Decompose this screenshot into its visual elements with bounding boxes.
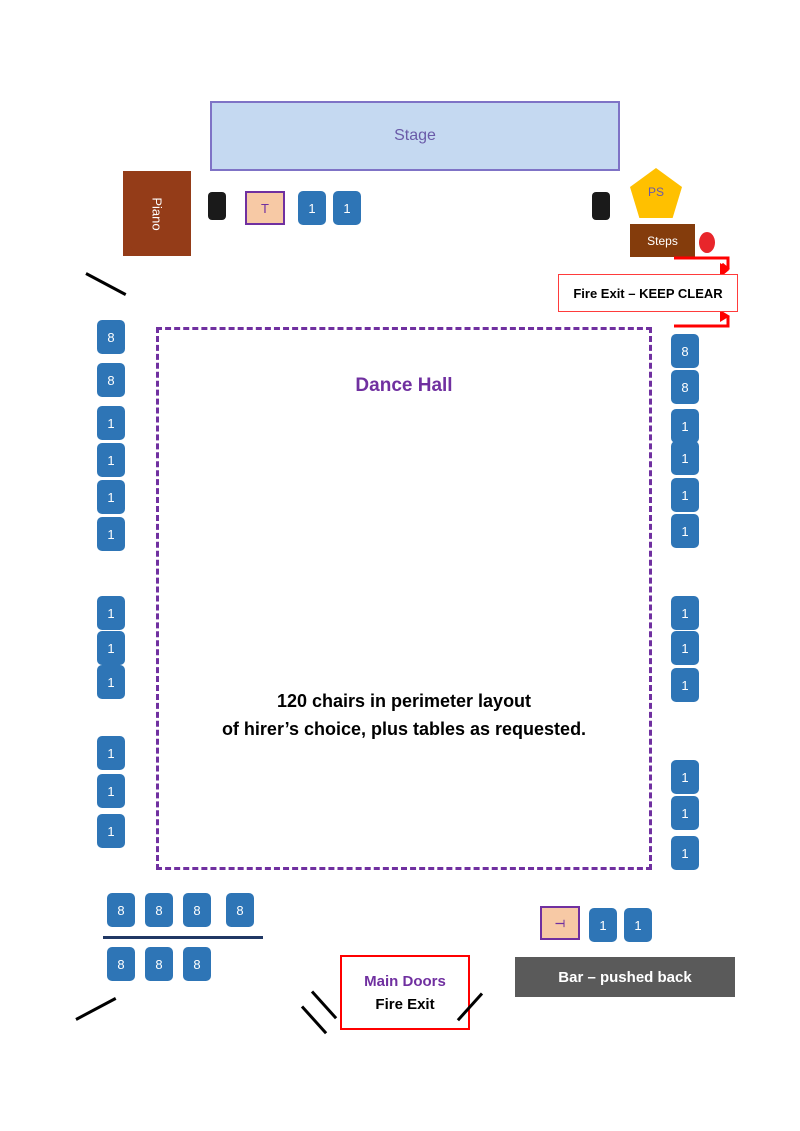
chair-stage-2: 1 (333, 191, 361, 225)
chair-left-6: 1 (97, 517, 125, 551)
chair-bottom-4: 8 (226, 893, 254, 927)
chair-right-2: 8 (671, 370, 699, 404)
ps-label: PS (647, 185, 664, 199)
door-swing-top-left (85, 272, 126, 296)
chair-right-8: 1 (671, 631, 699, 665)
chair-left-8: 1 (97, 631, 125, 665)
chair-stage-1: 1 (298, 191, 326, 225)
main-doors-label: Main Doors (364, 972, 446, 990)
piano-block (123, 171, 191, 256)
chair-right-4: 1 (671, 441, 699, 475)
chair-right-10: 1 (671, 760, 699, 794)
chair-right-9: 1 (671, 668, 699, 702)
hall-note (156, 688, 652, 744)
fire-exit-keep-clear-label: Fire Exit – KEEP CLEAR (573, 285, 723, 301)
chair-left-9: 1 (97, 665, 125, 699)
main-doors-fire-exit-label: Fire Exit (375, 995, 435, 1013)
chair-left-7: 1 (97, 596, 125, 630)
chair-left-4: 1 (97, 443, 125, 477)
chair-bottom-6: 8 (145, 947, 173, 981)
chair-bar-1: 1 (589, 908, 617, 942)
chair-bar-2: 1 (624, 908, 652, 942)
fire-exit-keep-clear-box (558, 274, 738, 312)
ps-marker (630, 168, 682, 218)
chair-right-1: 8 (671, 334, 699, 368)
door-swing-bottom-left (75, 997, 116, 1021)
stage-label: Stage (394, 127, 436, 144)
chair-right-11: 1 (671, 796, 699, 830)
chair-left-11: 1 (97, 774, 125, 808)
bar-table (540, 906, 580, 940)
chair-right-12: 1 (671, 836, 699, 870)
chair-bottom-3: 8 (183, 893, 211, 927)
stage-block (210, 101, 620, 171)
hall-note-line2: of hirer’s choice, plus tables as requested. (221, 718, 587, 739)
main-doors-box (340, 955, 470, 1030)
stage-table-label: T (261, 200, 269, 216)
door-swing-main-left (311, 990, 337, 1019)
chair-bottom-5: 8 (107, 947, 135, 981)
chair-bottom-7: 8 (183, 947, 211, 981)
steps-label: Steps (647, 233, 678, 248)
steps-block (630, 224, 695, 257)
dance-hall-title: Dance Hall (355, 375, 453, 396)
chair-left-10: 1 (97, 736, 125, 770)
chair-left-1: 8 (97, 320, 125, 354)
chair-left-2: 8 (97, 363, 125, 397)
chair-right-3: 1 (671, 409, 699, 443)
speaker-left-icon (208, 192, 226, 220)
red-dot-icon (699, 232, 715, 253)
chair-left-3: 1 (97, 406, 125, 440)
chair-left-12: 1 (97, 814, 125, 848)
chair-left-5: 1 (97, 480, 125, 514)
chair-right-5: 1 (671, 478, 699, 512)
door-swing-main-left-2 (301, 1005, 327, 1034)
chair-right-6: 1 (671, 514, 699, 548)
speaker-right-icon (592, 192, 610, 220)
stage-table (245, 191, 285, 225)
bar-block (515, 957, 735, 997)
hall-note-line1: 120 chairs in perimeter layout (276, 691, 532, 711)
fire-exit-arrow-lower-icon (672, 310, 740, 332)
wall-line-bottom-left (103, 936, 263, 939)
bar-label: Bar – pushed back (558, 968, 692, 986)
dance-hall-area (156, 327, 652, 870)
chair-right-7: 1 (671, 596, 699, 630)
chair-bottom-1: 8 (107, 893, 135, 927)
chair-bottom-2: 8 (145, 893, 173, 927)
piano-label: Piano (149, 196, 165, 231)
bar-table-label: T (552, 919, 568, 927)
